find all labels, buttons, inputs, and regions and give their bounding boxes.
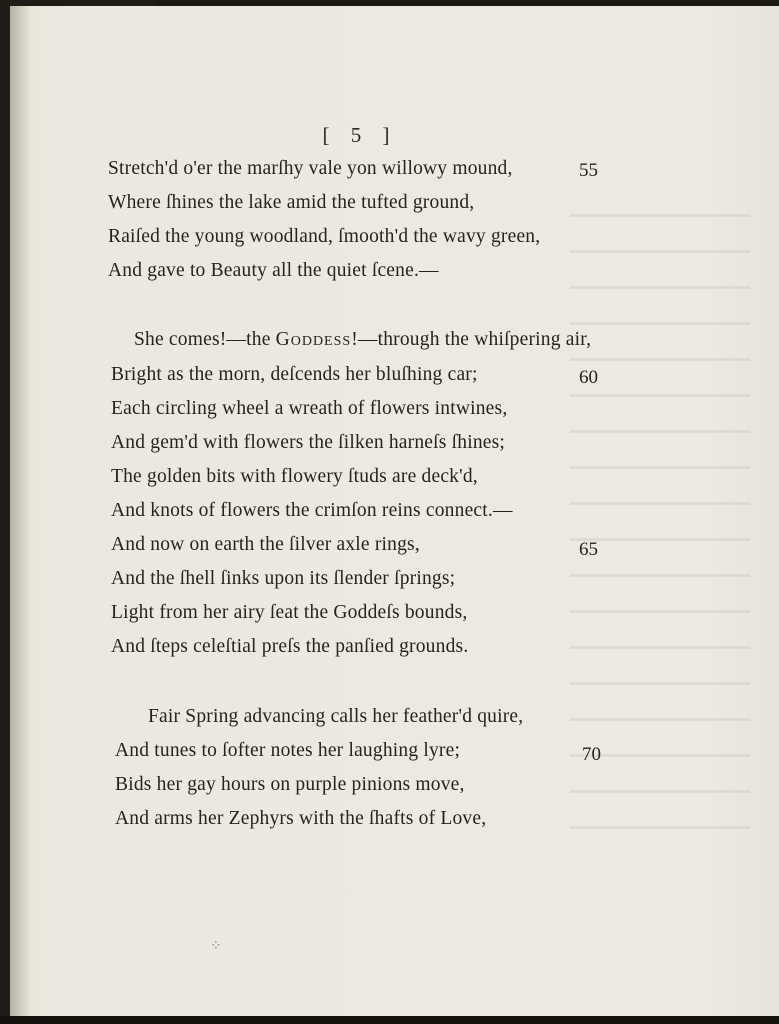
poem-line: Where ſhines the lake amid the tufted ground, <box>108 192 475 213</box>
line-number: 55 <box>579 160 598 181</box>
poem-line: Raiſed the young woodland, ſmooth'd the wavy green, <box>108 226 541 247</box>
poem-line: And gave to Beauty all the quiet ſcene.— <box>108 260 439 281</box>
poem-line: Stretch'd o'er the marſhy vale yon willowy mound, <box>108 158 513 179</box>
gutter-shadow <box>10 6 32 1016</box>
page-number-header: [ 5 ] <box>322 123 398 147</box>
poem-line: Each circling wheel a wreath of flowers intwines, <box>111 398 508 419</box>
poem-line: And arms her Zephyrs with the ſhafts of Love, <box>115 808 487 829</box>
poem-line: She comes!—the Goddess!—through the whiſpering air, <box>134 329 592 350</box>
poem-line: The golden bits with flowery ſtuds are deck'd, <box>111 466 478 487</box>
line-number: 65 <box>579 539 598 560</box>
goddess-smallcaps: Goddess <box>275 329 352 350</box>
line-number: 70 <box>582 744 601 765</box>
line-number: 60 <box>579 367 598 388</box>
poem-line: And ſteps celeſtial preſs the panſied grounds. <box>111 636 469 657</box>
poem-line: And knots of flowers the crimſon reins connect.— <box>111 500 513 521</box>
poem-line: And now on earth the ſilver axle rings, <box>111 534 420 555</box>
poem-line: Fair Spring advancing calls her feather'd quire, <box>148 706 524 727</box>
poem-line: Bright as the morn, deſcends her bluſhing car; <box>111 364 478 385</box>
poem-line: Light from her airy ſeat the Goddeſs bounds, <box>111 602 468 623</box>
poem-line: Bids her gay hours on purple pinions move, <box>115 774 465 795</box>
scan-bottom-edge <box>0 1016 779 1024</box>
poem-line: And gem'd with flowers the ſilken harneſs ſhines; <box>111 432 506 453</box>
poem-line: And the ſhell ſinks upon its ſlender ſprings; <box>111 568 456 589</box>
poem-line: And tunes to ſofter notes her laughing lyre; <box>115 740 461 761</box>
ink-speck: ⁘ <box>210 939 222 954</box>
book-page <box>10 6 779 1016</box>
